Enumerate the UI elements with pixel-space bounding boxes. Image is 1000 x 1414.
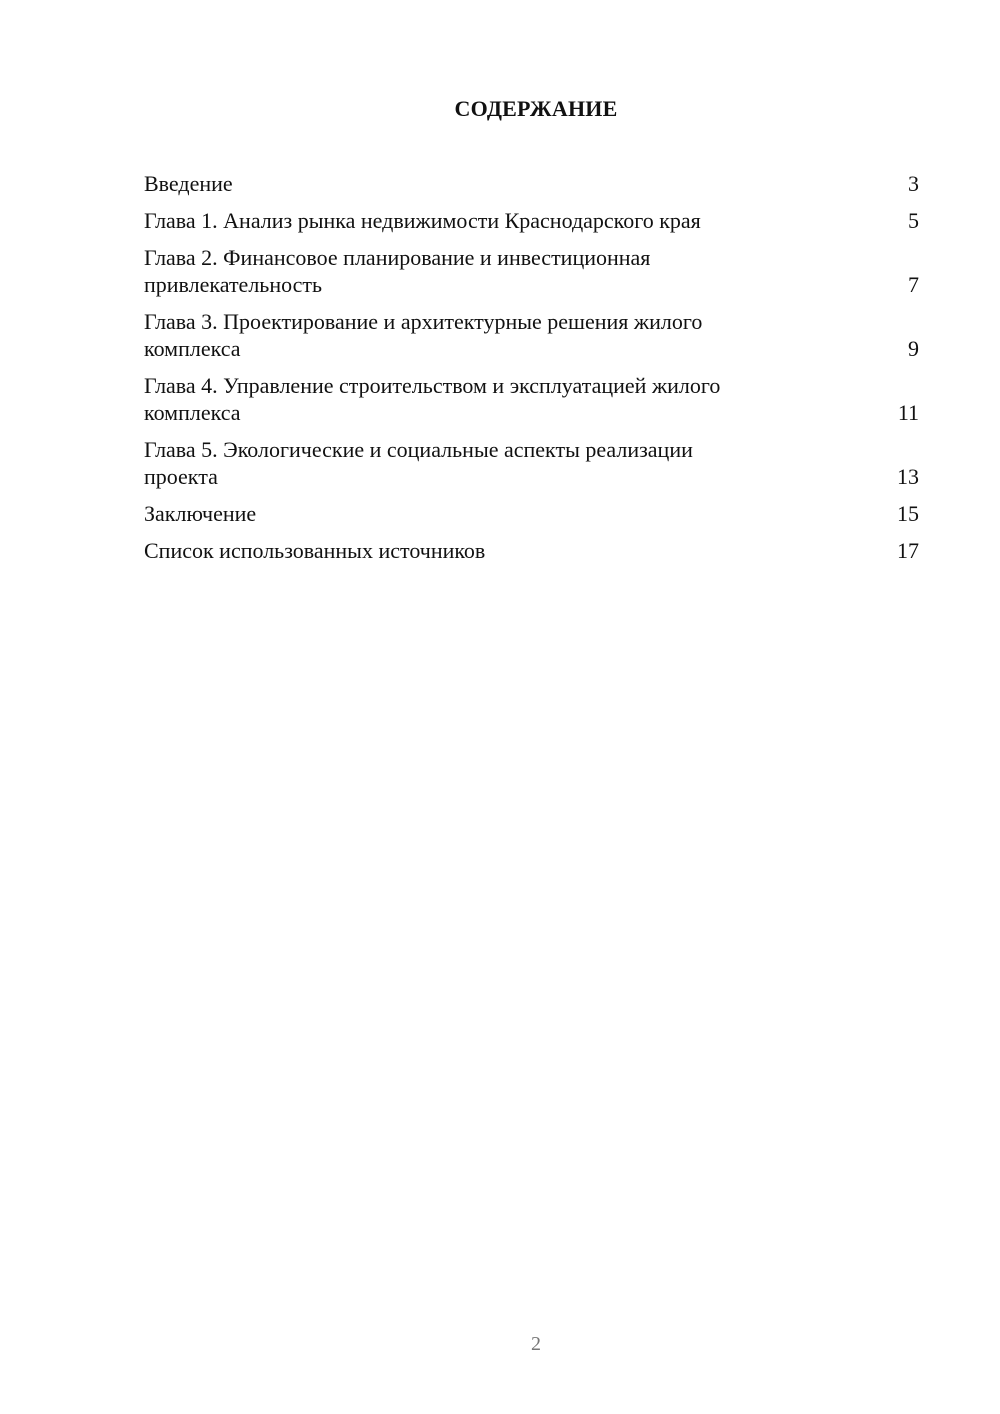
toc-entry-chapter-1	[144, 207, 919, 234]
toc-entry-page: 3	[908, 171, 919, 196]
toc-entry-page: 5	[908, 208, 919, 233]
toc-entry-page: 11	[897, 400, 919, 425]
toc-entry-page: 7	[908, 272, 919, 297]
toc-entry-text: Заключение	[144, 501, 257, 526]
toc-entry-introduction	[144, 170, 919, 197]
toc-entry-text: Введение	[144, 171, 233, 196]
toc-entry-text: Список использованных источников	[144, 538, 486, 563]
toc-entry-page: 15	[897, 501, 919, 526]
toc-entry-chapter-3	[144, 308, 919, 362]
toc-entry-conclusion	[144, 500, 919, 527]
toc-entry-text: Глава 3. Проектирование и архитектурные решения жилого комплекса	[144, 309, 703, 361]
toc-entry-text: Глава 5. Экологические и социальные аспекты реализации проекта	[144, 437, 693, 489]
toc-entry-text: Глава 2. Финансовое планирование и инвестиционная привлекательность	[144, 245, 651, 297]
table-of-contents	[144, 170, 919, 574]
toc-entry-chapter-2	[144, 244, 919, 298]
page-number: 2	[531, 1333, 541, 1355]
toc-entry-page: 17	[897, 538, 919, 563]
toc-entry-page: 13	[897, 464, 919, 489]
toc-entry-text: Глава 4. Управление строительством и эксплуатацией жилого комплекса	[144, 373, 721, 425]
toc-entry-text: Глава 1. Анализ рынка недвижимости Краснодарского края	[144, 208, 701, 233]
toc-entry-chapter-4	[144, 372, 919, 426]
page-title: СОДЕРЖАНИЕ	[454, 96, 618, 121]
toc-entry-chapter-5	[144, 436, 919, 490]
toc-entry-page: 9	[908, 336, 919, 361]
toc-entry-references	[144, 537, 919, 564]
